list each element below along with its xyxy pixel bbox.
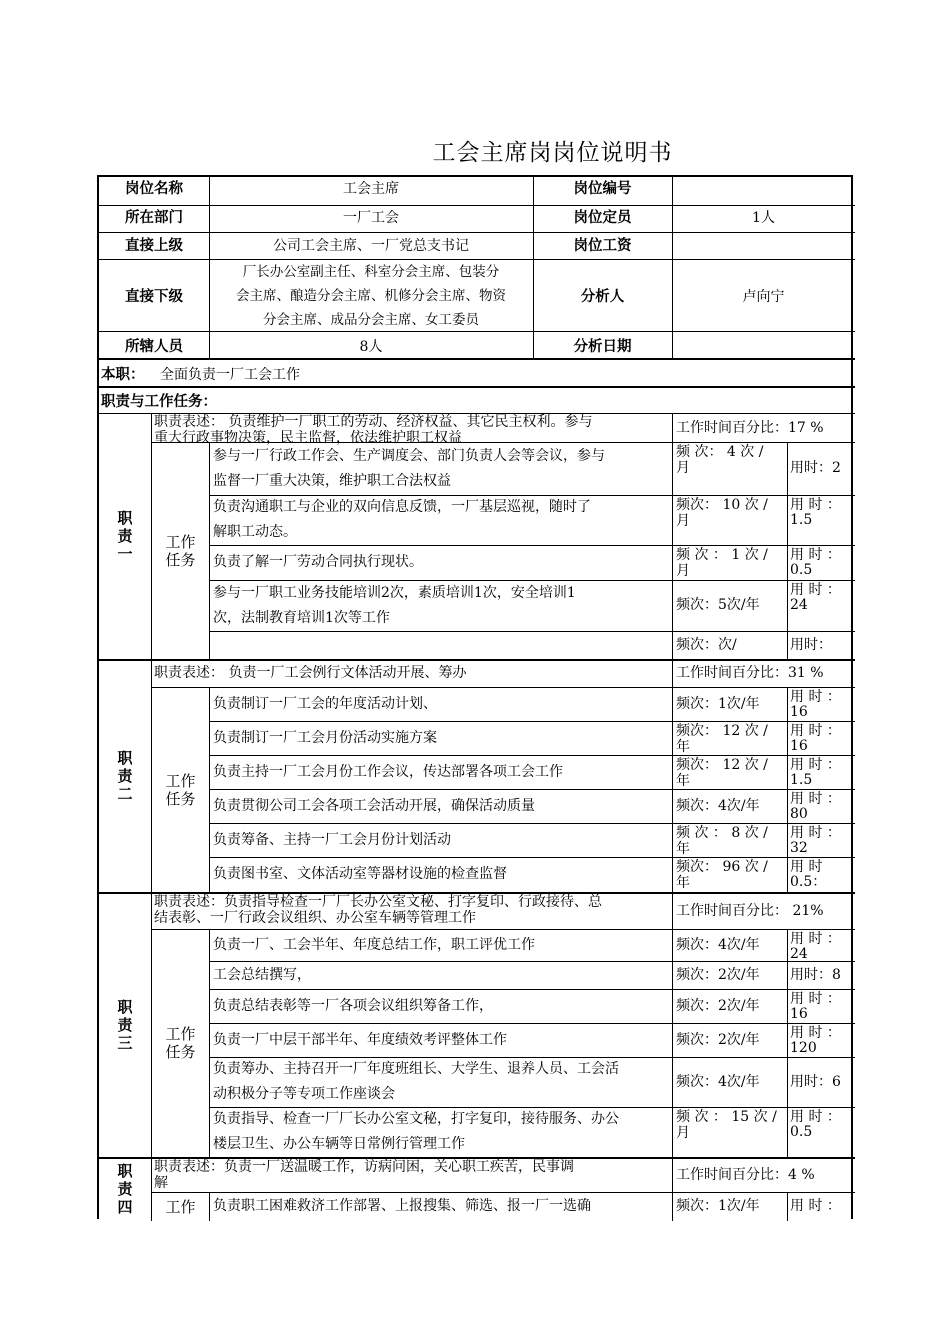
table-rule: [209, 1192, 210, 1221]
table-rule: [151, 687, 855, 688]
task-frequency: 频次： 96 次 /: [676, 859, 768, 875]
task-duration: 120: [790, 1040, 817, 1056]
task-text: 负责职工困难救济工作部署、上报搜集、筛选、报一厂一选确: [213, 1198, 591, 1214]
task-duration: 0.5: [790, 1124, 813, 1140]
task-text: 负责制订一厂工会的年度活动计划、: [213, 695, 437, 712]
task-duration: 用时：2: [790, 460, 841, 476]
task-text: 负责贯彻公司工会各项工会活动开展，确保活动质量: [213, 797, 535, 814]
duty-label-vertical: 职责四: [117, 1162, 133, 1216]
table-rule: [99, 259, 855, 260]
table-rule: [533, 177, 534, 358]
table-rule: [672, 413, 673, 659]
duty-desc: 职责表述： 负责一厂工会例行文体活动开展、筹办: [154, 665, 467, 681]
task-text: 负责总结表彰等一厂各项会议组织筹备工作，: [213, 997, 493, 1014]
field-label: 直接下级: [125, 289, 183, 305]
table-rule: [151, 892, 152, 1157]
table-rule: [209, 1057, 855, 1058]
table-rule: [787, 1192, 788, 1221]
task-duration: 用 时 ：: [790, 825, 841, 841]
task-text: 工会总结撰写，: [213, 966, 311, 983]
task-label: 工作: [165, 532, 196, 551]
task-duration: 1.5: [790, 512, 813, 528]
task-frequency: 频 次 ： 15 次 /: [676, 1109, 777, 1125]
table-rule: [672, 1157, 673, 1221]
task-frequency: 频次：4次/年: [676, 936, 760, 953]
task-duration: 用 时 ：: [790, 547, 841, 563]
field-label: 分析人: [580, 289, 625, 305]
task-duration: 16: [790, 738, 808, 754]
task-text: 解职工动态。: [213, 524, 297, 540]
field-label: 岗位工资: [573, 238, 632, 254]
field-value: 公司工会主席、一厂党总支书记: [273, 238, 469, 254]
task-label: 任务: [165, 789, 196, 808]
task-duration: 16: [790, 1006, 808, 1022]
task-frequency: 月: [676, 460, 690, 476]
field-value: 1人: [752, 210, 775, 226]
table-rule: [209, 442, 210, 659]
table-rule: [209, 580, 855, 581]
field-value: 工会主席: [343, 181, 399, 197]
duty-label-vertical: 职责一: [117, 509, 133, 563]
task-text: 负责指导、检查一厂厂长办公室文秘，打字复印，接待服务、办公: [213, 1111, 619, 1127]
table-rule: [209, 789, 855, 790]
table-rule: [209, 989, 855, 990]
field-value: 一厂工会: [343, 210, 399, 226]
subordinate-text: 厂长办公室副主任、科室分会主席、包装分: [242, 264, 500, 280]
task-text: 动积极分子等专项工作座谈会: [213, 1086, 395, 1102]
field-label: 分析日期: [573, 339, 632, 355]
job-description-table: [97, 175, 853, 1219]
time-percent: 工作时间百分比：31 %: [676, 665, 824, 681]
task-duration: 用 时 ：: [790, 723, 841, 739]
time-percent: 工作时间百分比： 21%: [676, 902, 824, 919]
task-frequency: 频次： 12 次 /: [676, 723, 768, 739]
task-frequency: 频次：5次/年: [676, 597, 760, 613]
task-text: 负责图书室、文体活动室等器材设施的检查监督: [213, 866, 507, 882]
task-duration: 用 时 ：: [790, 1198, 841, 1214]
duty-desc: 结表彰、一厂行政会议组织、办公室车辆等管理工作: [154, 910, 476, 926]
task-text: 负责沟通职工与企业的双向信息反馈，一厂基层巡视，随时了: [213, 499, 591, 515]
task-duration: 用 时 ：: [790, 497, 841, 513]
task-duration: 1.5: [790, 772, 813, 788]
table-rule: [209, 721, 855, 722]
subordinate-text: 分会主席、成品分会主席、女工委员: [263, 312, 479, 328]
section-label: 职责与工作任务：: [101, 394, 217, 410]
table-rule: [787, 929, 788, 1157]
task-frequency: 频次：次/: [676, 636, 737, 653]
task-frequency: 月: [676, 1125, 690, 1141]
duty-text: 全面负责一厂工会工作: [160, 367, 300, 383]
task-label: 工作: [165, 1198, 196, 1216]
duty-desc: 职责表述：负责一厂送温暖工作，访病问困，关心职工疾苦，民事调: [154, 1159, 574, 1175]
task-frequency: 月: [676, 563, 690, 579]
field-label: 直接上级: [125, 238, 183, 254]
task-frequency: 频次：4次/年: [676, 797, 760, 814]
task-duration: 80: [790, 806, 808, 822]
table-rule: [151, 929, 855, 930]
task-frequency: 频次：4次/年: [676, 1073, 760, 1090]
table-rule: [209, 929, 210, 1157]
task-duration: 用 时 ：: [790, 1025, 841, 1041]
task-text: 次，法制教育培训1次等工作: [213, 609, 390, 626]
task-text: 负责一厂、工会半年、年度总结工作，职工评优工作: [213, 936, 535, 953]
task-text: 负责主持一厂工会月份工作会议，传达部署各项工会工作: [213, 763, 563, 780]
task-duration: 0.5: [790, 562, 813, 578]
task-frequency: 频次：2次/年: [676, 1031, 760, 1048]
task-duration: 用 时 ：: [790, 1109, 841, 1125]
task-duration: 0.5：: [790, 874, 827, 890]
field-value: 8人: [359, 339, 383, 355]
duty-desc: 职责表述：负责指导检查一厂厂长办公室文秘、打字复印、行政接待、总: [154, 894, 602, 910]
task-text: 参与一厂行政工作会、生产调度会、部门负责人会等会议，参与: [213, 447, 605, 464]
duty-desc: 重大行政事物决策，民主监督，依法维护职工权益: [154, 430, 462, 446]
table-rule: [209, 1023, 855, 1024]
task-frequency: 年: [676, 739, 690, 755]
duty-desc: 职责表述： 负责维护一厂职工的劳动、经济权益、其它民主权利。参与: [154, 414, 593, 430]
task-label: 工作: [165, 771, 196, 790]
task-text: 负责一厂中层干部半年、年度绩效考评整体工作: [213, 1031, 507, 1048]
table-rule: [99, 331, 855, 332]
task-duration: 用时：8: [790, 966, 841, 983]
task-frequency: 频次：2次/年: [676, 997, 760, 1014]
table-rule: [209, 857, 855, 858]
task-text: 参与一厂职工业务技能培训2次，素质培训1次，安全培训1: [213, 584, 576, 601]
task-text: 负责筹办、主持召开一厂年度班组长、大学生、退养人员、工会活: [213, 1061, 619, 1077]
task-duration: 用 时 ：: [790, 991, 841, 1007]
task-duration: 用 时 ：: [790, 791, 841, 807]
task-frequency: 年: [676, 875, 690, 891]
task-label: 工作: [165, 1025, 196, 1043]
duty-label-vertical: 职责三: [117, 997, 133, 1052]
table-rule: [99, 205, 855, 206]
table-rule: [99, 659, 855, 661]
task-text: 负责了解一厂劳动合同执行现状。: [213, 554, 423, 570]
time-percent: 工作时间百分比：4 %: [676, 1166, 815, 1183]
task-frequency: 频次：1次/年: [676, 695, 760, 712]
table-rule: [209, 755, 855, 756]
time-percent: 工作时间百分比：17 %: [676, 419, 824, 436]
task-duration: 用时：: [790, 636, 832, 653]
table-rule: [151, 1192, 855, 1193]
task-frequency: 频 次 ： 1 次 /: [676, 547, 768, 563]
table-rule: [787, 442, 788, 659]
task-text: 负责制订一厂工会月份活动实施方案: [213, 729, 437, 746]
duty-label: 本职：: [101, 367, 145, 383]
task-duration: 用 时 ：: [790, 582, 841, 598]
field-label: 所辖人员: [125, 339, 183, 355]
task-duration: 32: [790, 840, 808, 856]
task-duration: 用 时 ：: [790, 689, 841, 705]
field-label: 所在部门: [125, 210, 183, 226]
task-duration: 24: [790, 597, 808, 613]
task-duration: 用 时: [790, 859, 823, 875]
table-rule: [672, 892, 673, 1157]
field-label: 岗位编号: [573, 181, 632, 197]
task-duration: 用时：6: [790, 1073, 841, 1090]
task-duration: 16: [790, 704, 808, 720]
table-rule: [99, 358, 855, 360]
task-duration: 用 时 ：: [790, 757, 841, 773]
table-rule: [672, 177, 673, 358]
duty-desc: 解: [154, 1175, 168, 1191]
table-rule: [209, 823, 855, 824]
task-frequency: 频 次： 4 次 /: [676, 444, 764, 460]
task-duration: 用 时 ：: [790, 931, 841, 947]
table-rule: [99, 232, 855, 233]
field-label: 岗位定员: [573, 210, 632, 226]
table-rule: [209, 961, 855, 962]
subordinate-text: 会主席、酿造分会主席、机修分会主席、物资: [236, 288, 506, 304]
table-rule: [209, 495, 855, 496]
task-frequency: 频次：2次/年: [676, 966, 760, 983]
field-label: 岗位名称: [125, 181, 183, 197]
task-frequency: 月: [676, 513, 690, 529]
task-text: 负责筹备、主持一厂工会月份计划活动: [213, 831, 451, 848]
task-frequency: 频 次 ： 8 次 /: [676, 825, 768, 841]
field-value: 卢向宁: [742, 289, 785, 305]
duty-label-vertical: 职责二: [117, 748, 133, 803]
table-rule: [209, 545, 855, 546]
task-text: 监督一厂重大决策，维护职工合法权益: [213, 472, 451, 489]
task-frequency: 年: [676, 841, 690, 857]
page-title: 工会主席岗岗位说明书: [432, 140, 673, 166]
table-rule: [99, 386, 855, 388]
task-frequency: 年: [676, 773, 690, 789]
table-rule: [209, 1107, 855, 1108]
task-label: 任务: [165, 550, 196, 569]
table-rule: [209, 631, 855, 632]
task-frequency: 频次： 10 次 /: [676, 497, 768, 513]
task-duration: 24: [790, 946, 808, 962]
task-text: 楼层卫生、办公车辆等日常例行管理工作: [213, 1136, 465, 1152]
task-frequency: 频次： 12 次 /: [676, 757, 768, 773]
task-label: 任务: [165, 1043, 196, 1061]
task-frequency: 频次：1次/年: [676, 1198, 760, 1214]
